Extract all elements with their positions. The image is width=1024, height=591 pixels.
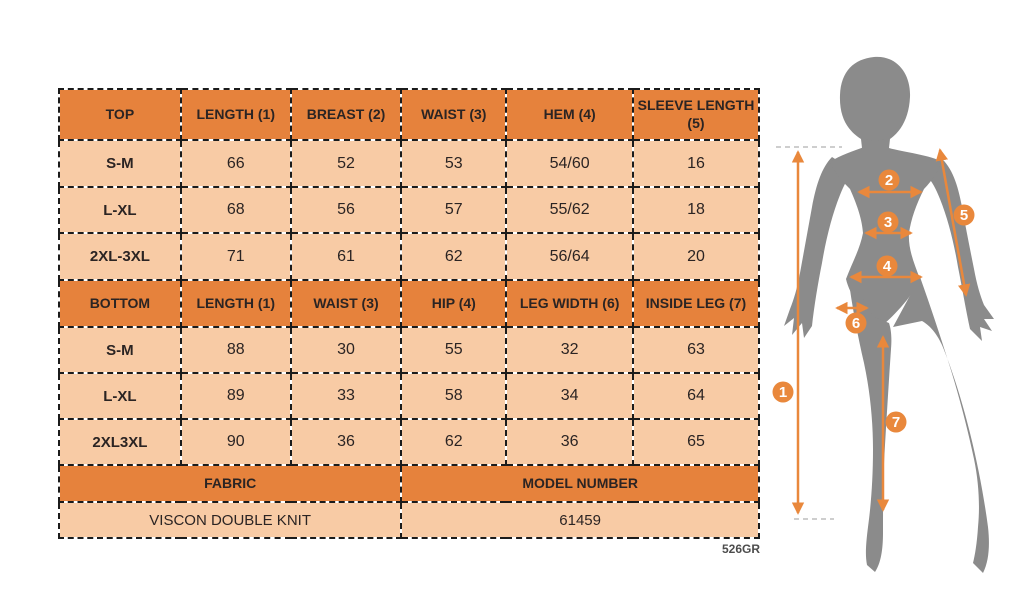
- cell-value: 33: [291, 373, 402, 419]
- model-number-header: MODEL NUMBER: [401, 465, 759, 502]
- cell-value: 89: [181, 373, 291, 419]
- marker-2-label: 2: [884, 172, 894, 189]
- col-header-inside-leg: INSIDE LEG (7): [633, 280, 759, 327]
- cell-value: 61: [291, 233, 402, 280]
- marker-3: [878, 212, 899, 233]
- fabric-header: FABRIC: [59, 465, 401, 502]
- cell-value: 55: [401, 327, 506, 373]
- cell-value: 16: [633, 140, 759, 187]
- size-table: [58, 88, 760, 539]
- cell-value: 55/62: [506, 187, 633, 233]
- marker-7: [886, 412, 907, 433]
- cell-value: 63: [633, 327, 759, 373]
- table-row: [59, 140, 759, 187]
- cell-value: 56/64: [506, 233, 633, 280]
- cell-value: 20: [633, 233, 759, 280]
- cell-value: 65: [633, 419, 759, 465]
- col-header-length: LENGTH (1): [181, 280, 291, 327]
- cell-value: 52: [291, 140, 402, 187]
- cell-value: 71: [181, 233, 291, 280]
- col-header-bottom: BOTTOM: [59, 280, 181, 327]
- marker-6-label: 6: [851, 315, 861, 332]
- cell-value: 62: [401, 419, 506, 465]
- size-label: L-XL: [59, 187, 181, 233]
- cell-value: 66: [181, 140, 291, 187]
- cell-value: 88: [181, 327, 291, 373]
- col-header-waist: WAIST (3): [401, 89, 506, 140]
- size-label: 2XL-3XL: [59, 233, 181, 280]
- table-row: [59, 373, 759, 419]
- footer-header-row: [59, 465, 759, 502]
- marker-4-label: 4: [882, 258, 892, 275]
- top-header-row: [59, 89, 759, 140]
- cell-value: 18: [633, 187, 759, 233]
- size-label: L-XL: [59, 373, 181, 419]
- col-header-hem: HEM (4): [506, 89, 633, 140]
- table-row: [59, 187, 759, 233]
- marker-5-label: 5: [959, 207, 969, 224]
- marker-2: [879, 170, 900, 191]
- cell-value: 90: [181, 419, 291, 465]
- table-row: [59, 327, 759, 373]
- fabric-value: VISCON DOUBLE KNIT: [59, 502, 401, 538]
- bottom-header-row: [59, 280, 759, 327]
- col-header-hip: HIP (4): [401, 280, 506, 327]
- cell-value: 54/60: [506, 140, 633, 187]
- woman-silhouette-icon: [784, 57, 994, 573]
- cell-value: 36: [506, 419, 633, 465]
- cell-value: 62: [401, 233, 506, 280]
- table-row: [59, 419, 759, 465]
- col-header-sleeve-length: SLEEVE LENGTH (5): [633, 89, 759, 140]
- cell-value: 53: [401, 140, 506, 187]
- marker-5: [954, 205, 975, 226]
- cell-value: 57: [401, 187, 506, 233]
- cell-value: 64: [633, 373, 759, 419]
- model-number-value: 61459: [401, 502, 759, 538]
- col-header-length: LENGTH (1): [181, 89, 291, 140]
- marker-1: [773, 382, 794, 403]
- cell-value: 30: [291, 327, 402, 373]
- col-header-leg-width: LEG WIDTH (6): [506, 280, 633, 327]
- marker-1-label: 1: [778, 384, 788, 401]
- silhouette-head: [840, 57, 910, 148]
- col-header-breast: BREAST (2): [291, 89, 402, 140]
- table-row: [59, 233, 759, 280]
- cell-value: 56: [291, 187, 402, 233]
- cell-value: 34: [506, 373, 633, 419]
- size-label: S-M: [59, 327, 181, 373]
- footer-value-row: [59, 502, 759, 538]
- product-code: 526GR: [721, 542, 760, 556]
- silhouette-left-arm: [784, 157, 854, 338]
- size-label: 2XL3XL: [59, 419, 181, 465]
- cell-value: 58: [401, 373, 506, 419]
- marker-6: [846, 313, 867, 334]
- marker-3-label: 3: [883, 214, 893, 231]
- col-header-waist: WAIST (3): [291, 280, 402, 327]
- silhouette-right-arm: [926, 157, 994, 341]
- cell-value: 36: [291, 419, 402, 465]
- marker-4: [877, 256, 898, 277]
- col-header-top: TOP: [59, 89, 181, 140]
- cell-value: 68: [181, 187, 291, 233]
- marker-7-label: 7: [891, 414, 901, 431]
- cell-value: 32: [506, 327, 633, 373]
- size-label: S-M: [59, 140, 181, 187]
- size-guide-figure: [770, 35, 1020, 585]
